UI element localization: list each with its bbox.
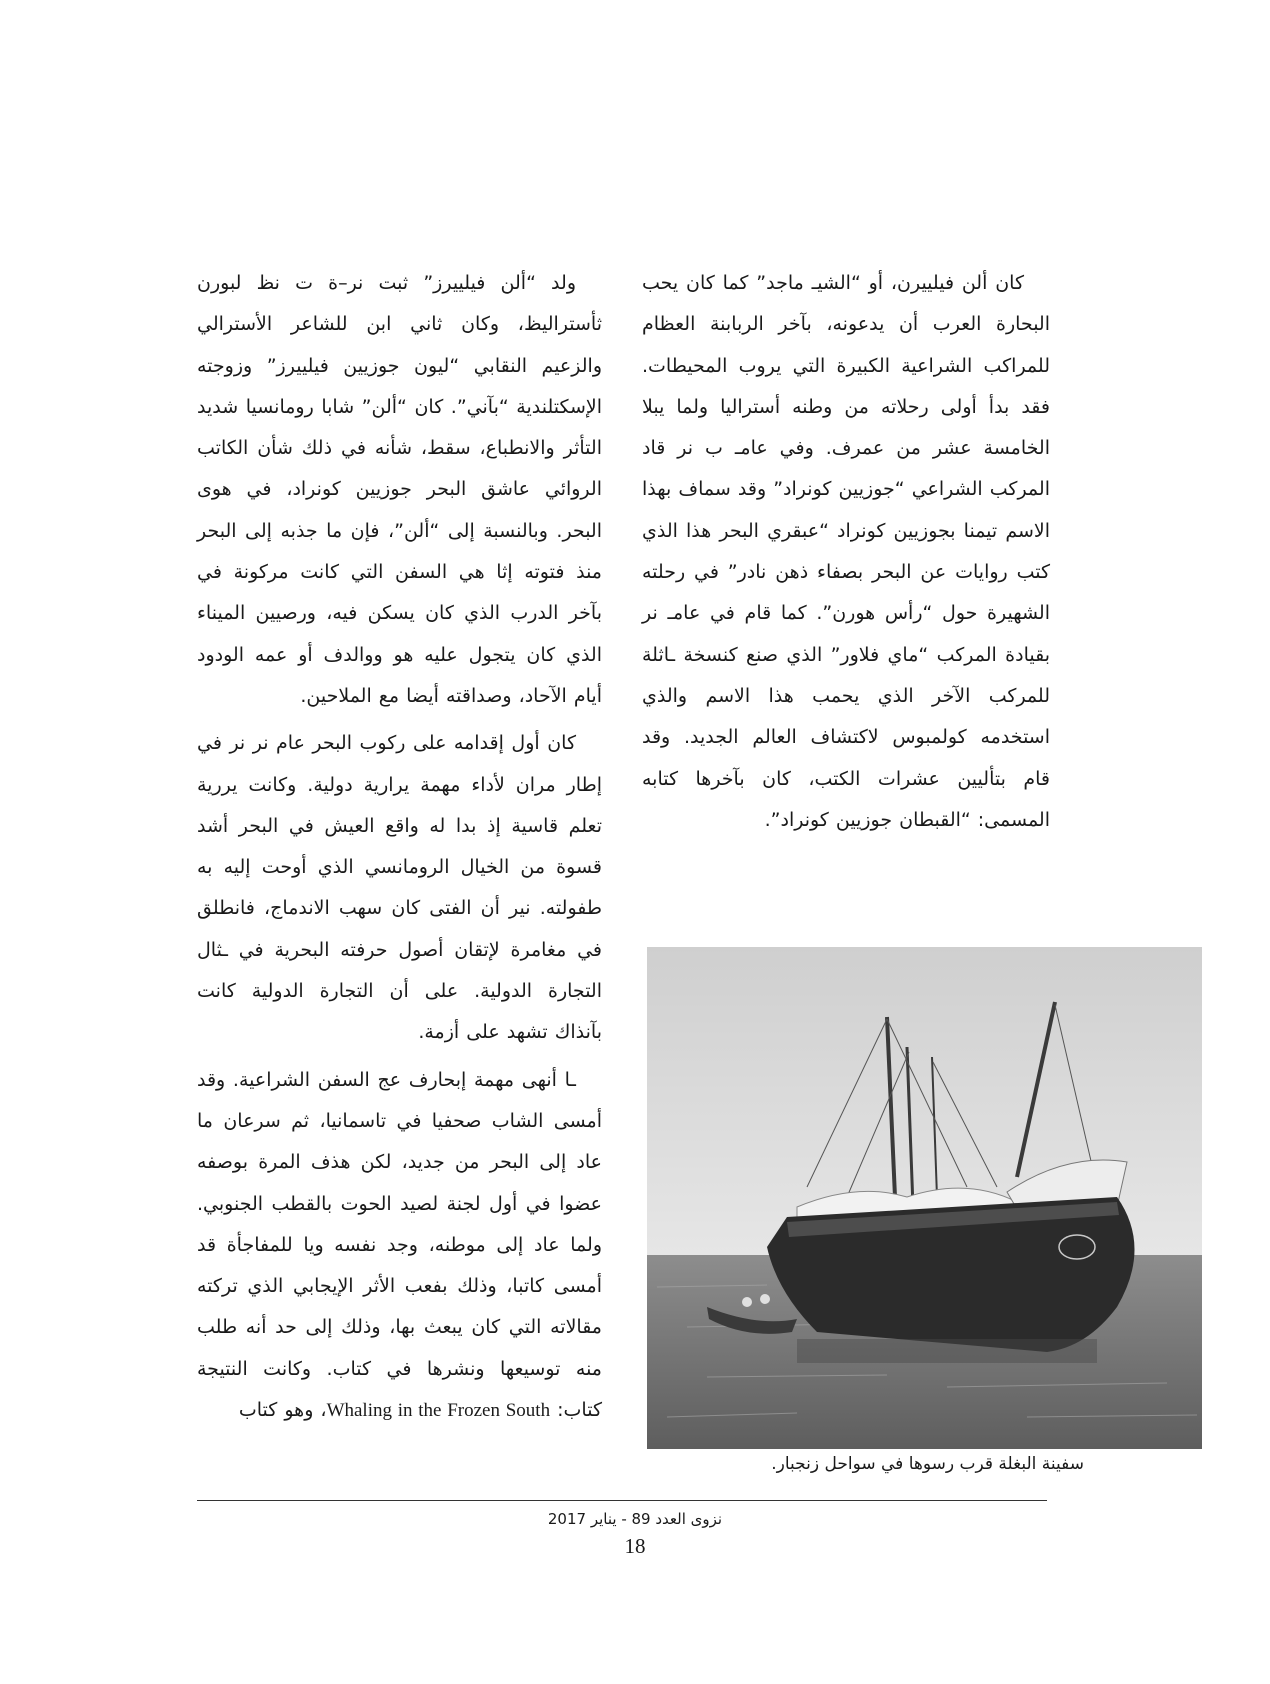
paragraph-text: ، وهو كتاب <box>238 1399 327 1422</box>
dhow-photo <box>647 947 1202 1449</box>
footer-divider <box>197 1500 1047 1501</box>
article-column-right <box>642 263 1050 841</box>
paragraph: ولد “ألن فيلييرز” ثبت نر–ة ت نظ لبورن ثأستراليظ، وكان ثاني ابن للشاعر الأسترالي والزعيم النقابي “ليون جوزيين فيلييرز” وزوجته الإسكتلندية “بآني”. كان “ألن” شابا رومانسيا شديد التأثر والانطباع، سقط، شأنه في ذلك شأن الكاتب الروائي عاشق البحر جوزيين كونراد، في هوى البحر. وبالنسبة إلى “ألن”، فإن ما جذبه إلى البحر منذ فتوته إثا هي السفن التي كانت مركونة في بآخر الدرب الذي كان يسكن فيه، ورصيين الميناء الذي كان يتجول عليه هو ووالدف أو عمه الودود أيام الآحاد، وصداقته أيضا مع الملاحين. <box>197 272 602 707</box>
paragraph <box>197 1060 602 1432</box>
footer-issue-line: نزوى العدد 89 - يناير 2017 <box>547 1510 723 1528</box>
paragraph: كان أول إقدامه على ركوب البحر عام نر نر في إطار مران لأداء مهمة يرارية دولية. وكانت يررية تعلم قاسية إذ بدا له واقع العيش في البحر أشد قسوة من الخيال الرومانسي الذي أوحت إليه به طفولته. نير أن الفتى كان سهب الاندماج، فانطلق في مغامرة لإتقان أصول حرفته البحرية في ـثال التجارة الدولية. على أن التجارة الدولية كانت بآنذاك تشهد على أزمة. <box>197 732 602 1044</box>
book-title: Whaling in the Frozen South <box>326 1400 551 1422</box>
paragraph-text: كتاب: <box>550 1399 602 1422</box>
paragraph-text: ـا أنهى مهمة إبحارف عج السفن الشراعية. وقد أمسى الشاب صحفيا في تاسمانيا، ثم سرعان ما عاد إلى البحر من جديد، لكن هذف المرة بوصفه عضوا في أول لجنة لصيد الحوت بالقطب الجنوبي. ولما عاد إلى موطنه، وجد نفسه ويا للمفاجأة قد أمسى كاتبا، وذلك بفعب الأثر الإيجابي الذي تركته مقالاته التي كان يبعث بها، وذلك إلى حد أنه طلب منه توسيعها ونشرها في كتاب. وكانت النتيجة <box>197 1068 602 1380</box>
article-column-left <box>197 263 602 1431</box>
page-number: 18 <box>624 1534 646 1558</box>
photo-caption: سفينة البغلة قرب رسوها في سواحل زنجبار. <box>771 1454 1084 1474</box>
paragraph: كان ألن فيلييرن، أو “الشيـ ماجد” كما كان يحب البحارة العرب أن يدعونه، بآخر الربابنة العظام للمراكب الشراعية الكبيرة التي يروب المحيطات. فقد بدأ أولى رحلاته من وطنه أستراليا ولما يبلا الخامسة عشر من عمرف. وفي عامـ ب نر قاد المركب الشراعي “جوزيين كونراد” وقد سماف بهذا الاسم تيمنا بجوزيين كونراد “عبقري البحر هذا الذي كتب روايات عن البحر بصفاء ذهن نادر” في رحلته الشهيرة حول “رأس هورن”. كما قام في عامـ نر بقيادة المركب “ماي فلاور” الذي صنع كنسخة ـاثلة للمركب الآخر الذي يحمب هذا الاسم والذي استخدمه كولمبوس لاكتشاف العالم الجديد. وقد قام بتأليين عشرات الكتب، كان بآخرها كتابه المسمى: “القبطان جوزيين كونراد”. <box>642 272 1050 831</box>
